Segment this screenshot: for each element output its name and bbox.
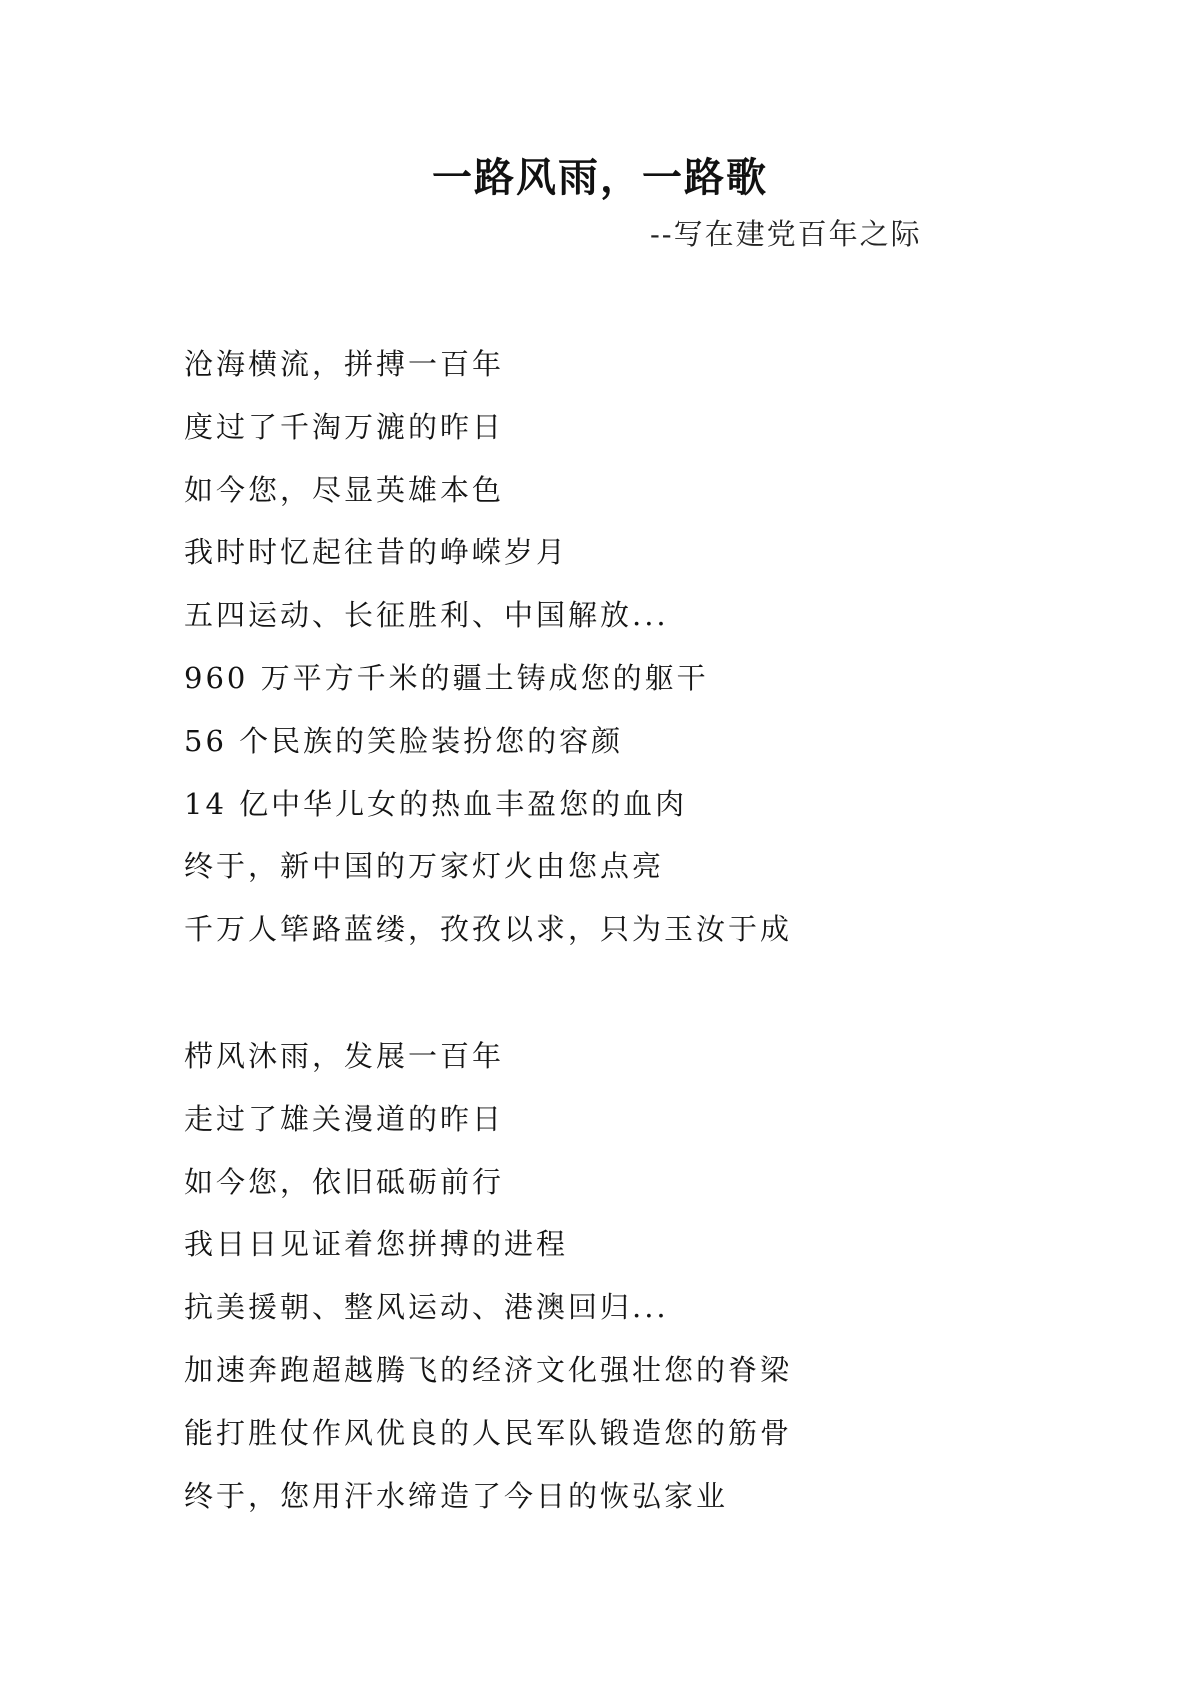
poem-line: 56 个民族的笑脸装扮您的容颜: [184, 723, 624, 758]
poem-line: 沧海横流，拼搏一百年: [184, 347, 505, 381]
poem-line: 栉风沐雨，发展一百年: [184, 1039, 505, 1073]
poem-line: 我时时忆起往昔的峥嵘岁月: [184, 535, 569, 570]
poem-line: 五四运动、长征胜利、中国解放...: [184, 598, 669, 633]
poem-line: 加速奔跑超越腾飞的经济文化强壮您的脊梁: [184, 1352, 793, 1387]
poem-line: 千万人筚路蓝缕，孜孜以求，只为玉汝于成: [184, 912, 793, 947]
poem-line: 14 亿中华儿女的热血丰盈您的血肉: [184, 786, 688, 821]
poem-line: 度过了千淘万漉的昨日: [184, 409, 505, 444]
stanza-1: [184, 344, 1084, 972]
poem-line: 终于，您用汗水缔造了今日的恢弘家业: [184, 1478, 729, 1513]
poem-line: 我日日见证着您拼搏的进程: [184, 1227, 569, 1262]
poem-line: 走过了雄关漫道的昨日: [184, 1101, 505, 1136]
poem-line: 如今您，尽显英雄本色: [184, 472, 505, 507]
poem-line: 960 万平方千米的疆土铸成您的躯干: [184, 660, 709, 695]
poem-line: 抗美援朝、整风运动、港澳回归...: [184, 1290, 669, 1325]
poem-subtitle: --写在建党百年之际: [650, 217, 922, 251]
poem-line: 如今您，依旧砥砺前行: [184, 1164, 505, 1199]
stanza-2: [184, 1036, 1084, 1538]
poem-title: 一路风雨，一路歌: [432, 155, 768, 201]
poem-line: 终于，新中国的万家灯火由您点亮: [184, 849, 665, 884]
poem-line: 能打胜仗作风优良的人民军队锻造您的筋骨: [184, 1415, 793, 1450]
